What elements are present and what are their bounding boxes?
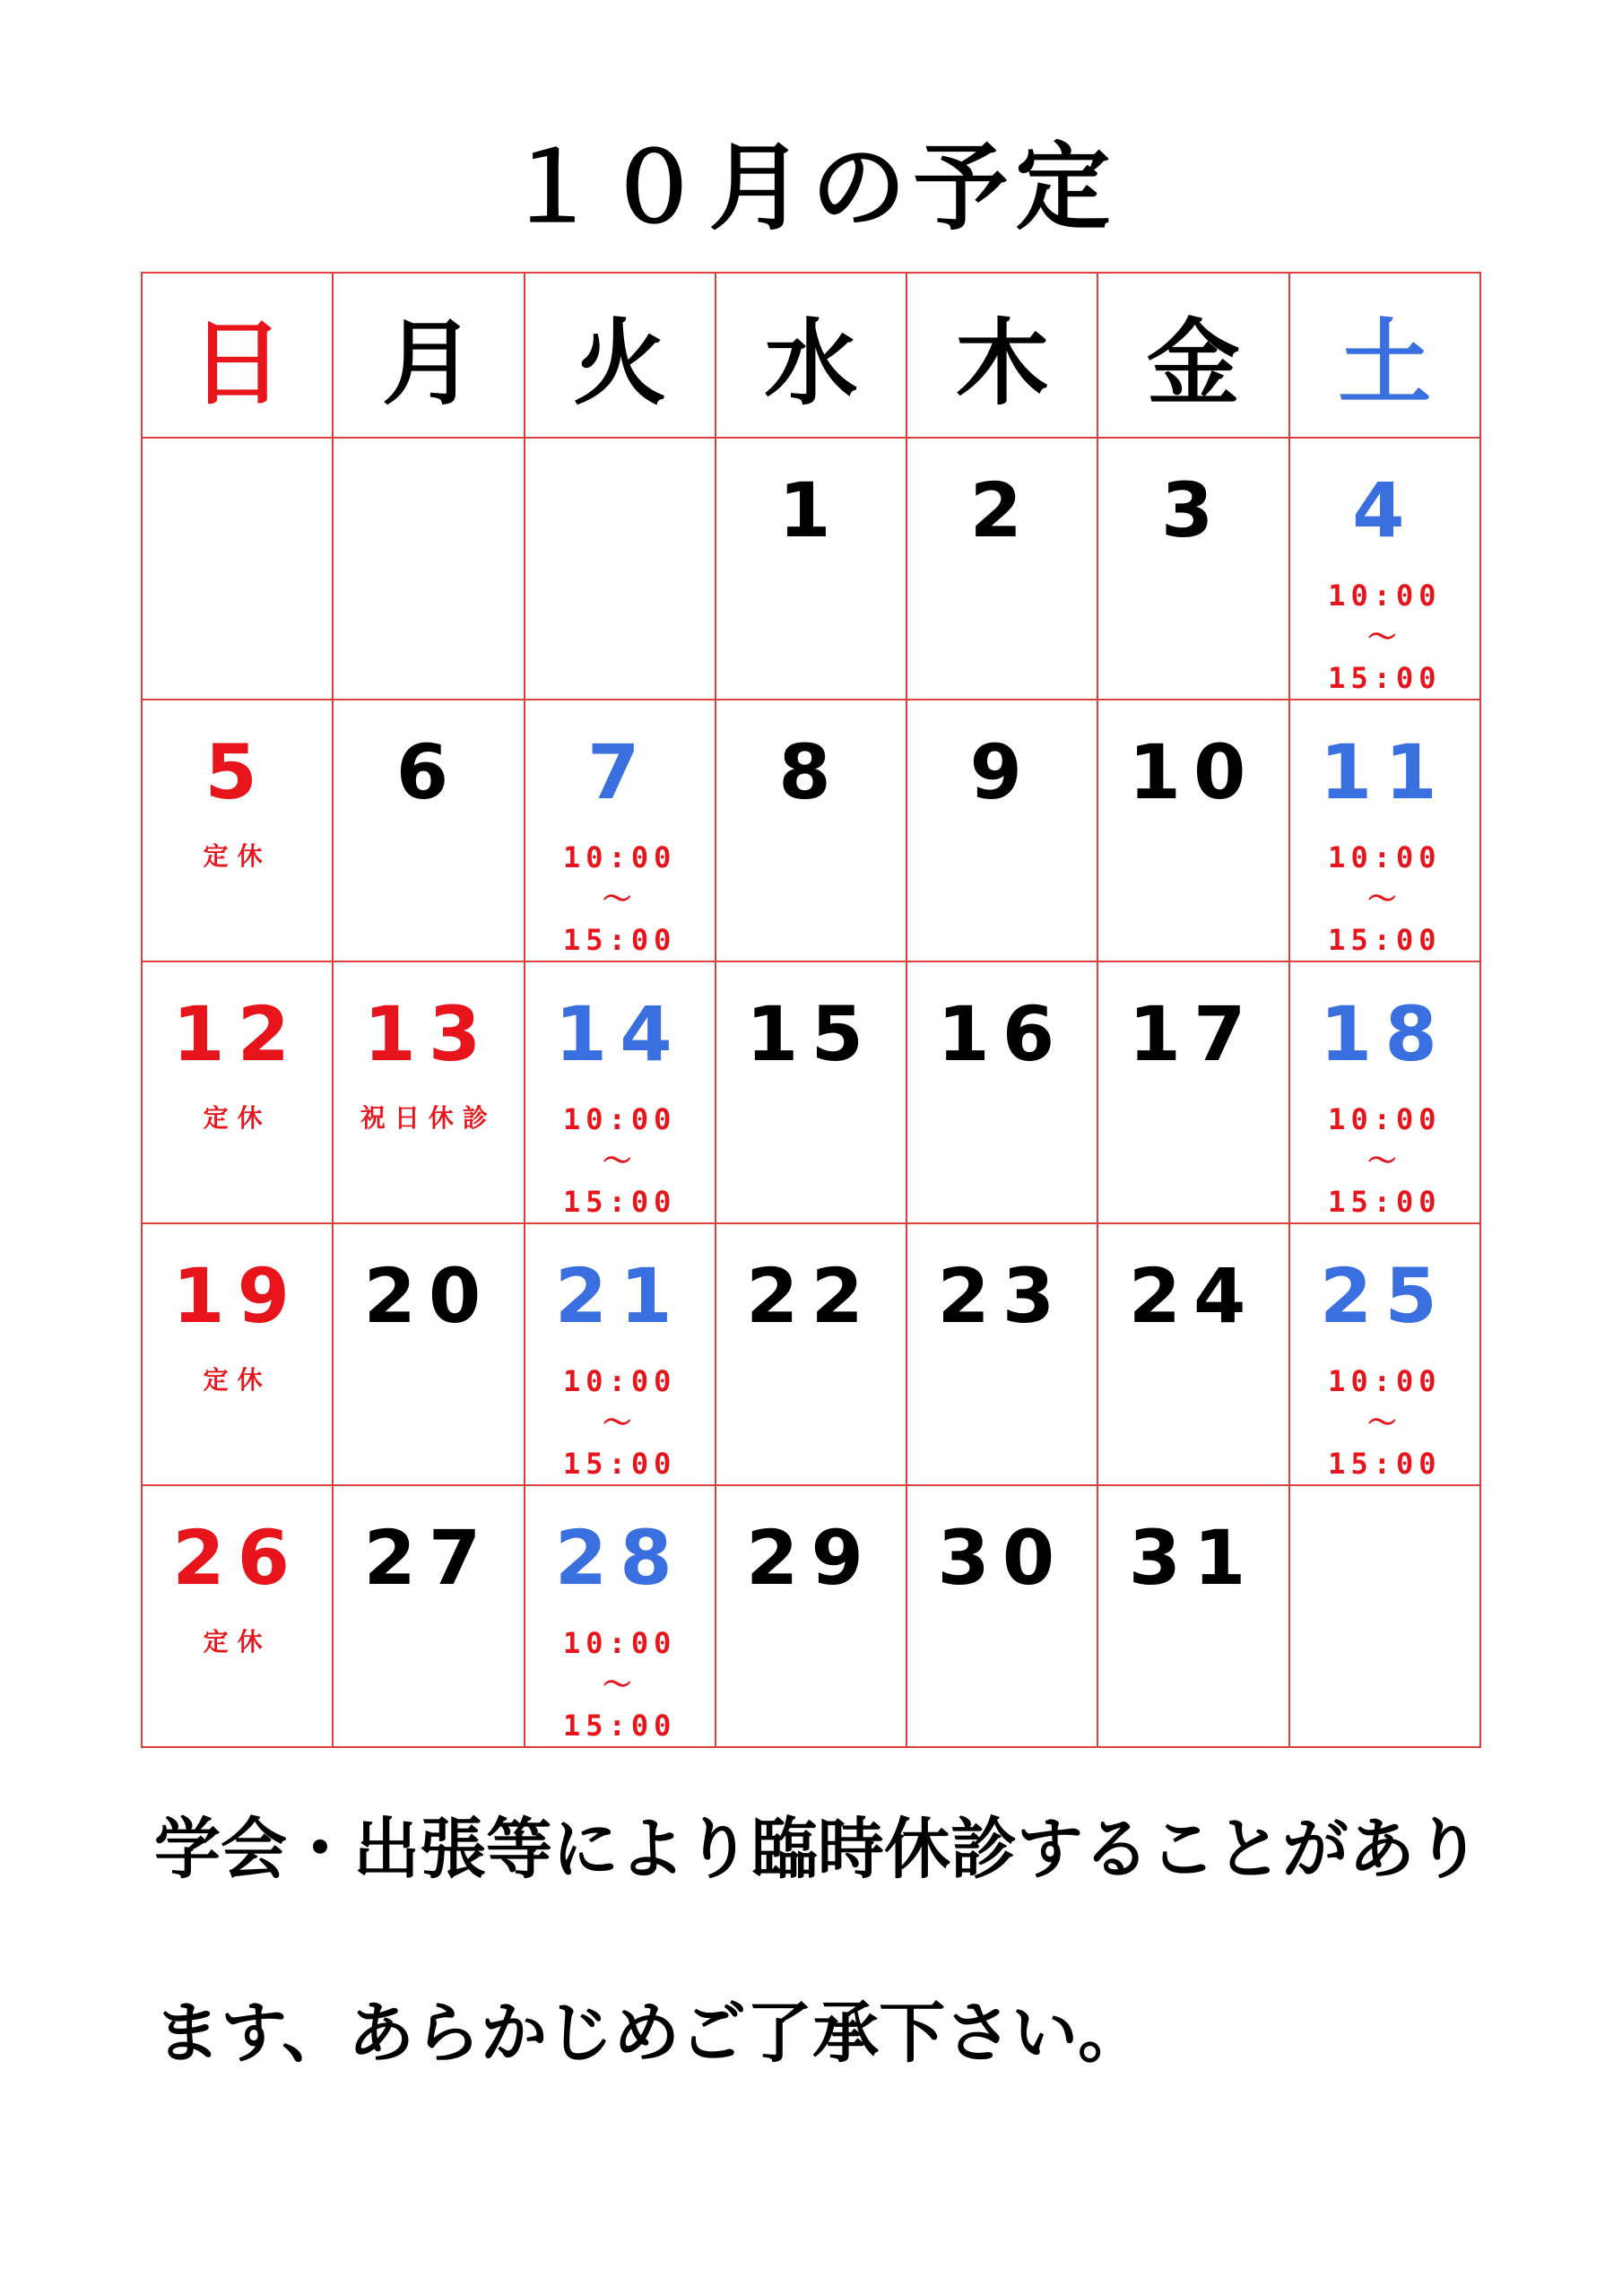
day-cell [142, 1485, 333, 1747]
day-cell [142, 700, 333, 961]
weekday-header: 土 [1289, 273, 1480, 438]
hours-sep: 〜 [603, 1405, 638, 1439]
day-number: 14 [554, 990, 685, 1078]
day-number: 12 [172, 990, 303, 1078]
day-cell [716, 700, 906, 961]
day-cell [716, 438, 906, 700]
hours-close: 15:00 [1328, 1185, 1442, 1219]
day-cell [1289, 1223, 1480, 1485]
day-number: 3 [1160, 466, 1227, 554]
day-cell [525, 1223, 716, 1485]
day-number: 13 [363, 990, 494, 1078]
notice-line: 学会・出張等により臨時休診することがあり [154, 1811, 1481, 1888]
week-row [142, 961, 1480, 1223]
week-row [142, 438, 1480, 700]
opening-hours [525, 1622, 715, 1746]
opening-hours [525, 1099, 715, 1222]
day-cell [142, 961, 333, 1223]
hours-sep: 〜 [603, 1144, 638, 1178]
day-number: 19 [172, 1252, 303, 1340]
day-cell [716, 961, 906, 1223]
day-number: 18 [1319, 990, 1450, 1078]
day-cell [906, 438, 1097, 700]
hours-close: 15:00 [563, 1709, 677, 1743]
weekday-header: 金 [1097, 273, 1288, 438]
day-number: 11 [1319, 728, 1450, 816]
hours-close: 15:00 [1328, 923, 1442, 957]
weekday-header: 木 [906, 273, 1097, 438]
day-cell [525, 700, 716, 961]
hours-open: 10:00 [563, 840, 677, 874]
day-number: 30 [937, 1514, 1068, 1602]
hours-open: 10:00 [1328, 578, 1442, 613]
day-number: 25 [1319, 1252, 1450, 1340]
week-row [142, 700, 1480, 961]
day-number: 29 [746, 1514, 876, 1602]
day-cell [716, 1223, 906, 1485]
opening-hours [1290, 1099, 1479, 1222]
notice-line: ます、あらかじめご了承下さい。 [154, 1995, 1145, 2072]
hours-sep: 〜 [603, 882, 638, 916]
day-number: 15 [746, 990, 876, 1078]
day-cell [333, 961, 524, 1223]
day-cell [525, 961, 716, 1223]
day-number: 16 [937, 990, 1068, 1078]
opening-hours [525, 837, 715, 961]
day-cell [1289, 438, 1480, 700]
hours-close: 15:00 [1328, 1447, 1442, 1481]
hours-sep: 〜 [1367, 1405, 1402, 1439]
calendar-table [141, 272, 1481, 1748]
day-number: 10 [1128, 728, 1259, 816]
day-cell [142, 438, 333, 700]
day-note: 定休 [203, 1627, 272, 1657]
notice-text [154, 1758, 1517, 2126]
hours-close: 15:00 [563, 1185, 677, 1219]
day-cell [906, 961, 1097, 1223]
week-row [142, 1485, 1480, 1747]
hours-close: 15:00 [1328, 661, 1442, 695]
hours-open: 10:00 [1328, 1102, 1442, 1136]
opening-hours [1290, 837, 1479, 961]
day-cell [906, 1223, 1097, 1485]
day-number: 21 [554, 1252, 685, 1340]
day-note: 定休 [203, 1365, 272, 1395]
day-cell [906, 700, 1097, 961]
hours-sep: 〜 [603, 1667, 638, 1701]
opening-hours [1290, 1361, 1479, 1484]
hours-sep: 〜 [1367, 1144, 1402, 1178]
day-number: 22 [746, 1252, 876, 1340]
day-number: 6 [395, 728, 462, 816]
day-note: 定休 [203, 841, 272, 871]
hours-sep: 〜 [1367, 882, 1402, 916]
day-cell [333, 438, 524, 700]
day-cell [525, 438, 716, 700]
weekday-header-row [142, 273, 1480, 438]
hours-close: 15:00 [563, 1447, 677, 1481]
hours-sep: 〜 [1367, 620, 1402, 654]
day-number: 1 [778, 466, 844, 554]
day-number: 17 [1128, 990, 1259, 1078]
day-note: 定休 [203, 1103, 272, 1133]
day-cell [1097, 438, 1288, 700]
day-note: 祝日休診 [360, 1103, 497, 1133]
weekday-header: 水 [716, 273, 906, 438]
day-cell [333, 1223, 524, 1485]
hours-open: 10:00 [563, 1364, 677, 1398]
day-cell [1289, 961, 1480, 1223]
calendar-body [142, 438, 1480, 1747]
day-number: 7 [586, 728, 653, 816]
day-cell [906, 1485, 1097, 1747]
day-number: 24 [1128, 1252, 1259, 1340]
day-cell [525, 1485, 716, 1747]
hours-open: 10:00 [563, 1102, 677, 1136]
opening-hours [1290, 575, 1479, 699]
day-number: 20 [363, 1252, 494, 1340]
day-number: 5 [204, 728, 270, 816]
hours-open: 10:00 [1328, 840, 1442, 874]
day-cell [1097, 1223, 1288, 1485]
day-cell [1289, 1485, 1480, 1747]
day-number: 4 [1352, 466, 1418, 554]
day-number: 28 [554, 1514, 685, 1602]
day-cell [1289, 700, 1480, 961]
day-number: 26 [172, 1514, 303, 1602]
day-cell [333, 700, 524, 961]
day-number: 9 [969, 728, 1035, 816]
day-cell [142, 1223, 333, 1485]
day-cell [333, 1485, 524, 1747]
weekday-header: 火 [525, 273, 716, 438]
day-cell [1097, 961, 1288, 1223]
hours-open: 10:00 [1328, 1364, 1442, 1398]
day-number: 27 [363, 1514, 494, 1602]
day-cell [716, 1485, 906, 1747]
day-number: 23 [937, 1252, 1068, 1340]
weekday-header: 日 [142, 273, 333, 438]
day-number: 31 [1128, 1514, 1259, 1602]
opening-hours [525, 1361, 715, 1484]
hours-open: 10:00 [563, 1626, 677, 1660]
hours-close: 15:00 [563, 923, 677, 957]
day-number: 8 [778, 728, 844, 816]
day-cell [1097, 1485, 1288, 1747]
page-title: １０月の予定 [504, 133, 1118, 243]
week-row [142, 1223, 1480, 1485]
weekday-header: 月 [333, 273, 524, 438]
day-cell [1097, 700, 1288, 961]
day-number: 2 [969, 466, 1035, 554]
